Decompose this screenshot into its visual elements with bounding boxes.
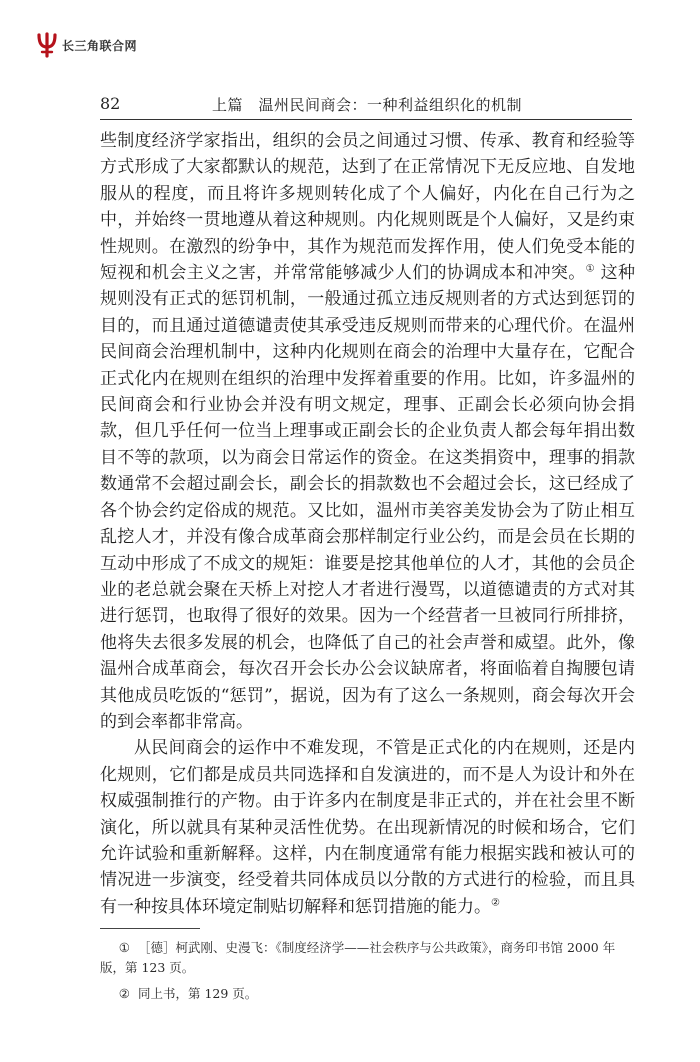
footnote-1-number: ① [118, 940, 130, 955]
paragraph-1-text-cont: 这种规则没有正式的惩罚机制，一般通过孤立违反规则者的方式达到惩罚的目的，而且通过道德谴责使其承受违反规则而带来的心理代价。在温州民间商会治理机制中，这种内化规则在商会的治理中大量存在，它配合正式化内在规则在组织的治理中发挥着重要的作用。比如，许多温州的民间商会和行业协会并没有明文规定，理事、正副会长必须向协会捐款，但几乎任何一位当上理事或正副会长的企业负责人都会每年捐出数目不等的款项，以为商会日常运作的资金。在这类捐资中，理事的捐款数通常不会超过副会长，副会长的捐款数也不会超过会长，这已经成了各个协会约定俗成的规范。又比如，温州市美容美发协会为了防止相互乱挖人才，并没有像合成革商会那样制定行业公约，而是会员在长期的互动中形成了不成文的规矩：谁要是挖其他单位的人才，其他的会员企业的老总就会聚在天桥上对挖人才者进行漫骂，以道德谴责的方式对其进行惩罚，也取得了很好的效果。因为一个经营者一旦被同行所排挤，他将失去很多发展的机会，也降低了自己的社会声誉和威望。此外，像温州合成革商会，每次召开会长办公会议缺席者，将面临着自掏腰包请其他成员吃饭的“惩罚”，据说，因为有了这么一条规则，商会每次开会的到会率都非常高。 [100, 263, 636, 732]
footnote-1 [100, 938, 635, 978]
paragraph-2-text: 从民间商会的运作中不难发现，不管是正式化的内在规则，还是内化规则，它们都是成员共同选择和自发演进的，而不是人为设计和外在权威强制推行的产物。由于许多内在制度是非正式的，并在社会里不断演化，所以就具有某种灵活性优势。在出现新情况的时候和场合，它们允许试验和重新解释。这样，内在制度通常有能力根据实践和被认可的情况进一步演变，经受着共同体成员以分散的方式进行的检验，而且具有一种按具体环境定制贴切解释和惩罚措施的能力。 [100, 738, 635, 917]
running-header [100, 94, 630, 114]
paragraph-2 [100, 735, 635, 920]
footnote-ref-2[interactable]: ② [491, 897, 500, 909]
site-brand [36, 32, 137, 58]
footnote-2-number: ② [118, 986, 130, 1001]
paragraph-1 [100, 128, 635, 735]
footnote-divider [100, 928, 200, 929]
footnote-2 [100, 984, 635, 1004]
footnotes [100, 938, 635, 1004]
brand-logo-icon [36, 32, 58, 58]
footnote-ref-1[interactable]: ① [585, 263, 595, 275]
header-rule [100, 119, 632, 120]
footnote-1-text: ［德］柯武刚、史漫飞：《制度经济学——社会秩序与公共政策》，商务印书馆 2000 年版，第 123 页。 [100, 940, 616, 975]
brand-name: 长三角联合网 [62, 38, 138, 53]
running-header-title: 上篇 温州民间商会：一种利益组织化的机制 [212, 96, 523, 114]
footnote-2-text: 同上书，第 129 页。 [137, 986, 258, 1001]
paragraph-1-text: 些制度经济学家指出，组织的会员之间通过习惯、传承、教育和经验等方式形成了大家都默认的规范，达到了在正常情况下无反应地、自发地服从的程度，而且将许多规则转化成了个人偏好，内化在自己行为之中，并始终一贯地遵从着这种规则。内化规则既是个人偏好，又是约束性规则。在激烈的纷争中，其作为规范而发挥作用，使人们免受本能的短视和机会主义之害，并常常能够减少人们的协调成本和冲突。 [100, 131, 635, 284]
main-text [100, 128, 635, 920]
page-number: 82 [100, 94, 121, 113]
